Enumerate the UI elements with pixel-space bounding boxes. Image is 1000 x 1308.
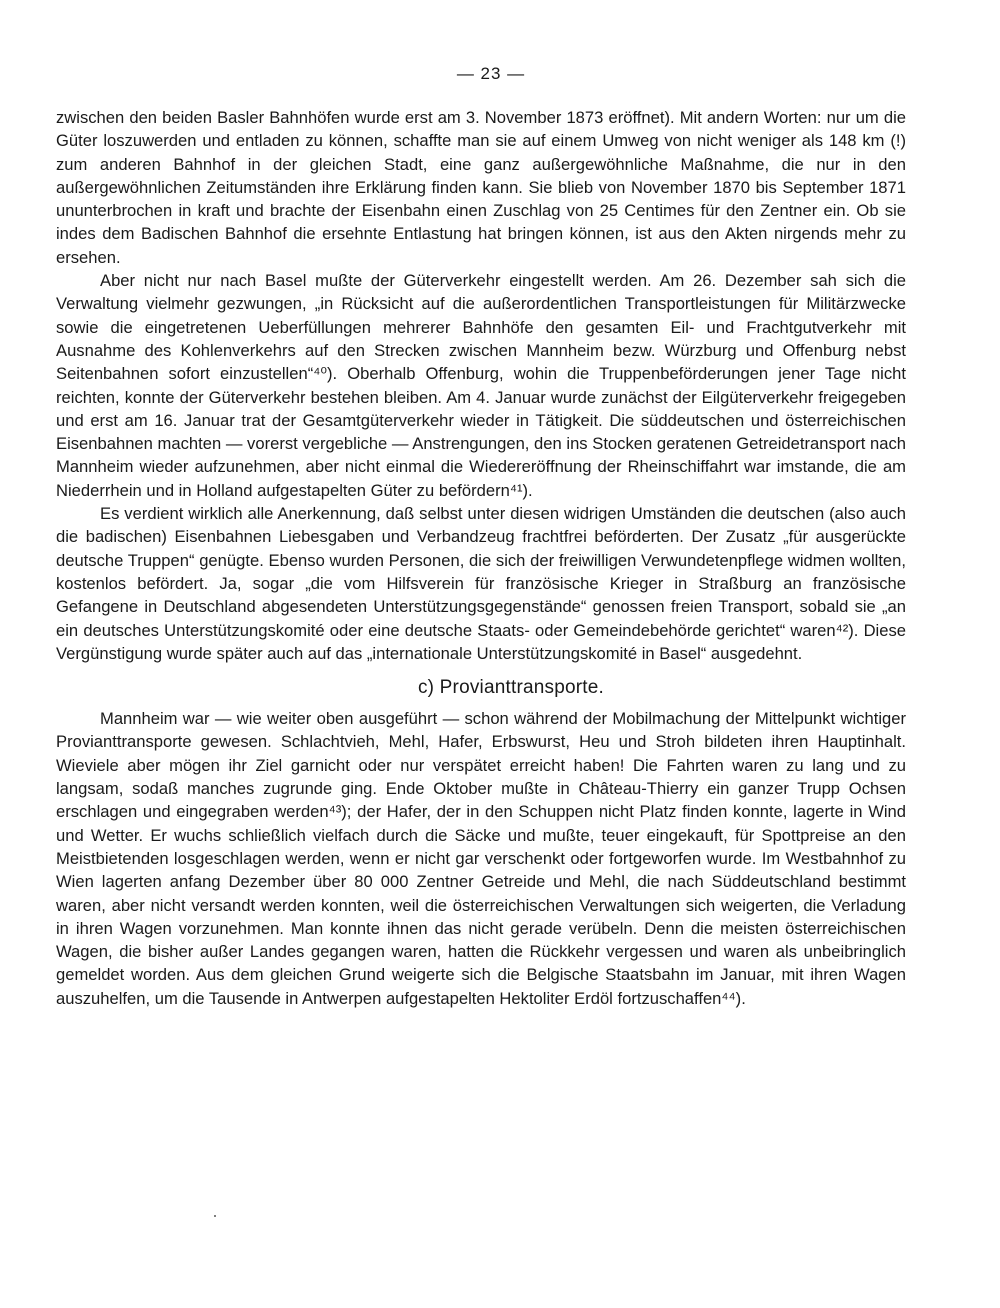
document-page (56, 64, 906, 1010)
paragraph-provianttransporte: Mannheim war — wie weiter oben ausgeführt — schon während der Mobilmachung der Mittelpunkt wichtiger Provianttransporte gewesen. Schlachtvieh, Mehl, Hafer, Erbswurst, Heu und Stroh bildeten ihren Hauptinhalt. Wieviele aber mögen ihr Ziel garnicht oder nur verspätet erreicht haben! Die Fahrten waren zu lang und zu langsam, sodaß manches zugrunde ging. Ende Oktober mußte in Château-Thierry ein ganzer Trupp Ochsen erschlagen und eingegraben werden⁴³); der Hafer, der in den Schuppen nicht Platz finden konnte, lagerte in Wind und Wetter. Er wuchs schließlich vielfach durch die Säcke und mußte, teuer eingekauft, für Spottpreise an den Meistbietenden losgeschlagen werden, wenn er nicht gar verschenkt oder fortgeworfen wurde. Im Westbahnhof zu Wien lagerten anfang Dezember über 80 000 Zentner Getreide und Mehl, die nach Süddeutschland bestimmt waren, aber nicht versandt werden konnten, weil die österreichischen Verwaltungen sich weigerten, die Verladung in ihren Wagen vorzunehmen. Man konnte ihnen das nicht gerade verübeln. Denn die meisten österreichischen Wagen, die bisher außer Landes gegangen waren, hatten die Rückkehr vergessen und waren als unbeibringlich gemeldet worden. Aus dem gleichen Grund weigerte sich die Belgische Staatsbahn im Januar, mit ihren Wagen auszuhelfen, um die Tausende in Antwerpen aufgestapelten Hektoliter Erdöl fortzuschaffen⁴⁴). (56, 709, 906, 1008)
page-number: — 23 — (456, 64, 526, 83)
paragraph-gueterverkehr: Aber nicht nur nach Basel mußte der Güterverkehr eingestellt werden. Am 26. Dezember sah sich die Verwaltung vielmehr gezwungen, „in Rücksicht auf die außerordentlichen Transportleistungen für Militärzwecke sowie die eingetretenen Ueberfüllungen mehrerer Bahnhöfe den gesamten Eil- und Frachtgutverkehr mit Ausnahme des Kohlenverkehrs auf den Strecken zwischen Mannheim bezw. Würzburg und Offenburg nebst Seitenbahnen sofort einzustellen“⁴⁰). Oberhalb Offenburg, wohin die Truppenbeförderungen jener Tage nicht reichten, konnte der Güterverkehr bestehen bleiben. Am 4. Januar wurde zunächst der Eilgüterverkehr freigegeben und erst am 16. Januar trat der Gesamtgüterverkehr wieder in Tätigkeit. Die süddeutschen und österreichischen Eisenbahnen machten — vorerst vergebliche — Anstrengungen, den ins Stocken geratenen Getreidetransport nach Mannheim wieder aufzunehmen, aber nicht einmal die Wiedereröffnung der Rheinschiffahrt war imstande, die am Niederrhein und in Holland aufgestapelten Güter zu befördern⁴¹). (56, 271, 906, 500)
section-heading: c) Provianttransporte. (417, 677, 605, 699)
scan-speck (214, 1215, 216, 1217)
paragraph-continuation: zwischen den beiden Basler Bahnhöfen wurde erst am 3. November 1873 eröffnet). Mit andern Worten: nur um die Güter loszuwerden und entladen zu können, schaffte man sie auf einem Umweg von nicht weniger als 148 km (!) zum anderen Bahnhof in der gleichen Stadt, eine ganz außergewöhnliche Maßnahme, die nur in den außergewöhnlichen Zeitumständen ihre Erklärung finden kann. Sie blieb von November 1870 bis September 1871 ununterbrochen in kraft und brachte der Eisenbahn einen Zuschlag von 25 Centimes für den Zentner ein. Ob sie indes dem Badischen Bahnhof die ersehnte Entlastung hat bringen können, ist aus den Akten nirgends mehr zu ersehen. (56, 108, 906, 267)
paragraph-liebesgaben: Es verdient wirklich alle Anerkennung, daß selbst unter diesen widrigen Umständen die deutschen (also auch die badischen) Eisenbahnen Liebesgaben und Verbandzeug frachtfrei beförderten. Der Zusatz „für ausgerückte deutsche Truppen“ genügte. Ebenso wurden Personen, die sich der freiwilligen Verwundetenpflege widmen wollten, kostenlos befördert. Ja, sogar „die vom Hilfsverein für französische Krieger in Straßburg an französische Gefangene in Deutschland abgesendeten Unterstützungsgegenstände“ genossen freien Transport, sobald sie „an ein deutsches Unterstützungskomité oder eine deutsche Staats- oder Gemeindebehörde gerichtet“ waren⁴²). Diese Vergünstigung wurde später auch auf das „internationale Unterstützungskomité in Basel“ ausgedehnt. (56, 504, 906, 663)
